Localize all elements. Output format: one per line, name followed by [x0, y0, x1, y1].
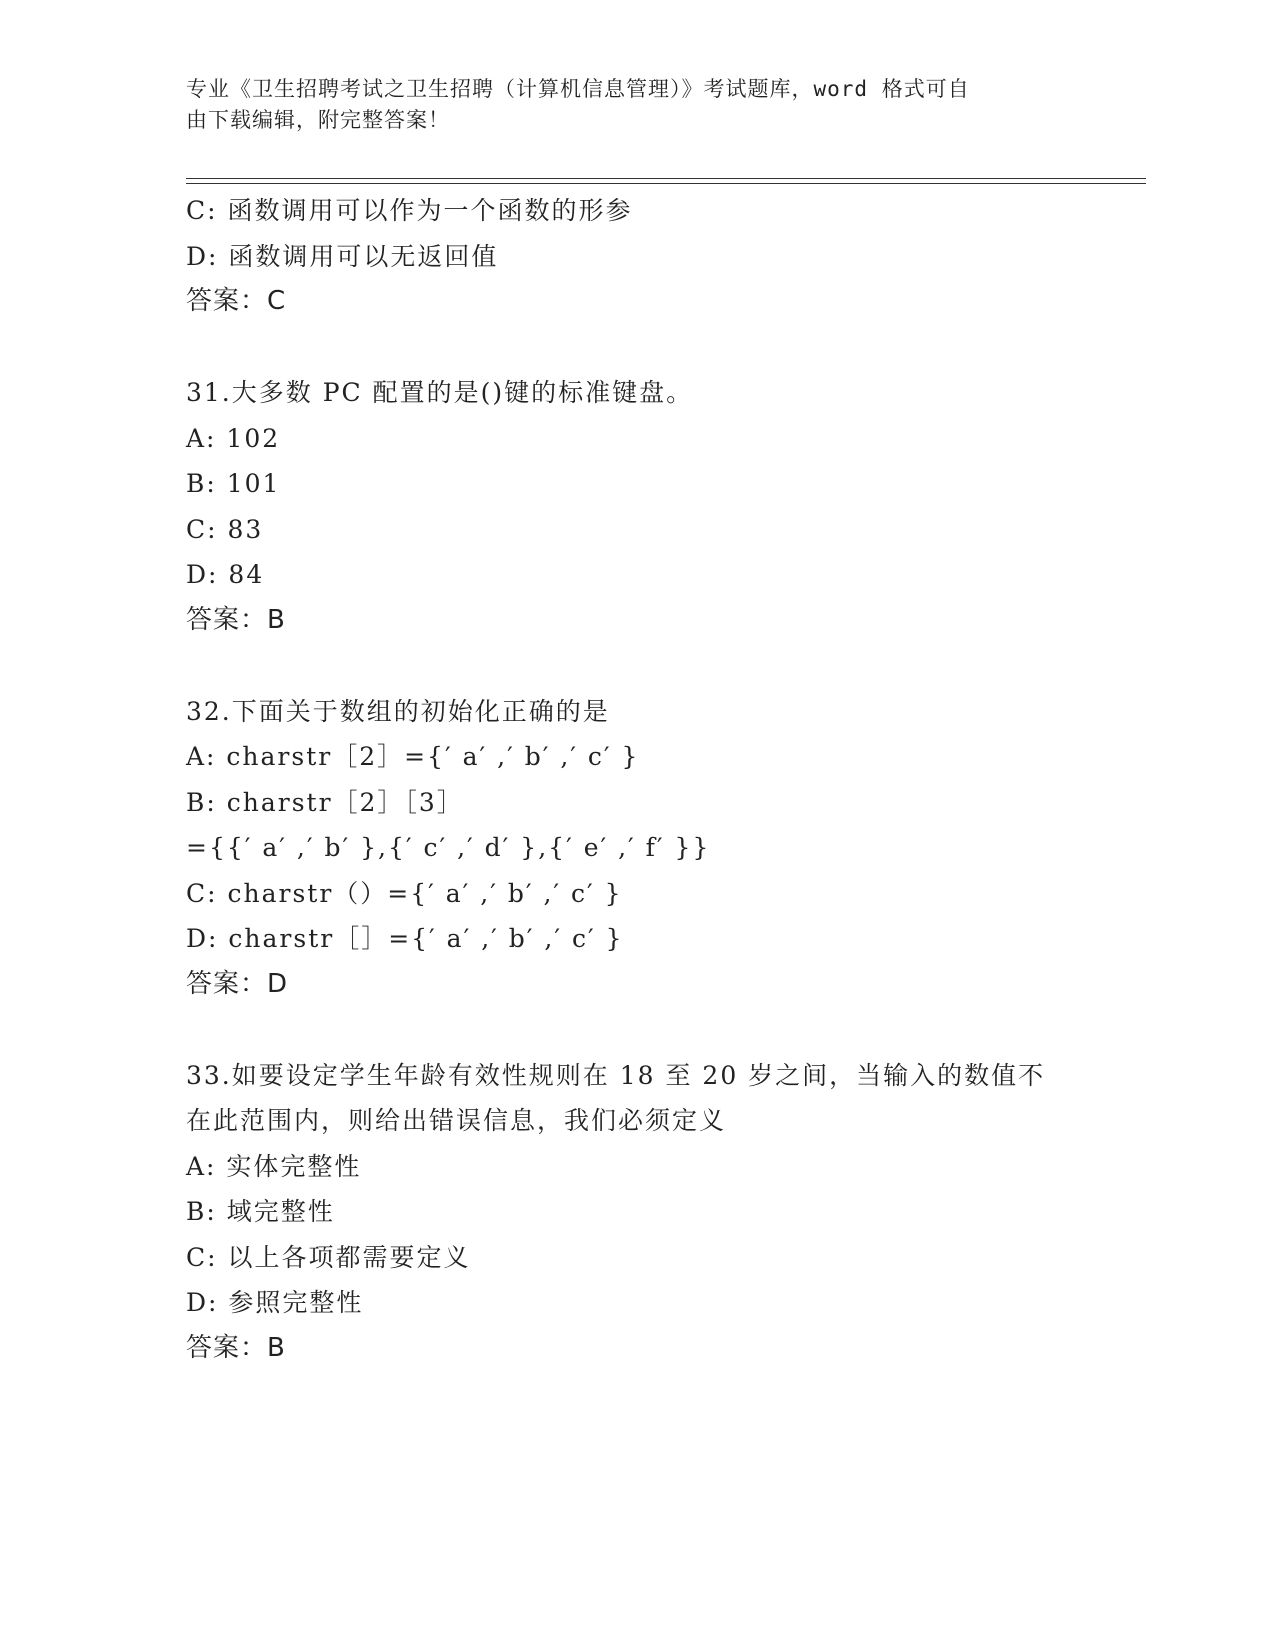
question-32: [186, 689, 1146, 1008]
header-line-2: 由下载编辑，附完整答案！: [186, 108, 450, 132]
question-list: [186, 188, 1146, 1371]
option-b-line-2: ={{′ a′ ,′ b′ },{′ c′ ,′ d′ },{′ e′ ,′ f′ }}: [186, 833, 711, 862]
option-c: C: charstr（）={′ a′ ,′ b′ ,′ c′ }: [186, 878, 623, 908]
question-stem: 32.下面关于数组的初始化正确的是: [186, 696, 610, 726]
answer-line: 答案：B: [186, 1332, 286, 1363]
question-stem-line-1: 33.如要设定学生年龄有效性规则在 18 至 20 岁之间，当输入的数值不: [186, 1060, 1046, 1090]
question-30-tail: [186, 188, 1146, 325]
question-spacer: [186, 1007, 1146, 1053]
option-b-line-1: B: charstr［2］［3］: [186, 787, 464, 817]
question-stem-line-2: 在此范围内，则给出错误信息，我们必须定义: [186, 1106, 727, 1135]
option-d: D: 函数调用可以无返回值: [186, 241, 499, 271]
question-31: [186, 370, 1146, 643]
option-a: A: 102: [186, 423, 281, 453]
option-c: C: 函数调用可以作为一个函数的形参: [186, 196, 633, 225]
option-d: D: 84: [186, 560, 265, 589]
header-divider-top: [186, 178, 1146, 179]
option-b: B: 域完整性: [186, 1197, 335, 1226]
answer-line: 答案：B: [186, 604, 286, 635]
question-33: [186, 1053, 1146, 1372]
option-a: A: charstr［2］={′ a′ ,′ b′ ,′ c′ }: [186, 742, 640, 771]
question-stem: 31.大多数 PC 配置的是()键的标准键盘。: [186, 378, 694, 407]
header-line-1: 专业《卫生招聘考试之卫生招聘（计算机信息管理）》考试题库，word 格式可自: [186, 77, 970, 101]
header-divider-bottom: [186, 183, 1146, 184]
question-spacer: [186, 325, 1146, 371]
question-spacer: [186, 643, 1146, 689]
answer-line: 答案：C: [186, 286, 287, 316]
option-b: B: 101: [186, 469, 281, 498]
document-header: [186, 74, 1086, 136]
option-a: A: 实体完整性: [186, 1151, 362, 1181]
answer-line: 答案：D: [186, 968, 289, 999]
option-d: D: charstr［］={′ a′ ,′ b′ ,′ c′ }: [186, 924, 624, 953]
option-c: C: 以上各项都需要定义: [186, 1242, 471, 1272]
option-c: C: 83: [186, 514, 264, 544]
option-d: D: 参照完整性: [186, 1288, 364, 1317]
